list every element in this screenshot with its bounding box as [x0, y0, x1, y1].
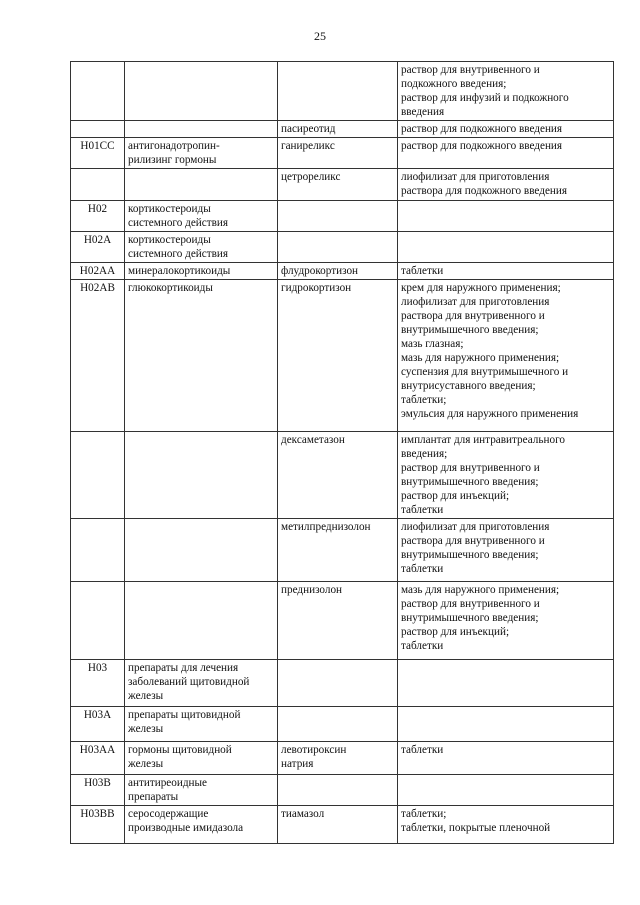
dosage-form-line: таблетки — [401, 265, 444, 277]
drug-name-line: тиамазол — [281, 808, 325, 820]
table-row — [71, 432, 614, 519]
dosage-form-line: таблетки, покрытые пленочной — [401, 822, 551, 834]
atc-code-cell — [71, 169, 125, 201]
dosage-form-line: раствор для инъекций; — [401, 490, 510, 502]
table-row — [71, 775, 614, 806]
group-line: кортикостероиды — [128, 234, 211, 246]
dosage-form-line: внутрисуставного введения; — [401, 380, 536, 392]
atc-code-cell: H03BB — [71, 806, 125, 844]
drug-name-cell — [278, 62, 398, 121]
dosage-forms-cell — [398, 232, 614, 263]
dosage-form-line: имплантат для интравитреального — [401, 434, 565, 446]
dosage-form-line: таблетки — [401, 504, 444, 516]
dosage-forms-cell — [398, 582, 614, 660]
dosage-forms-cell — [398, 432, 614, 519]
group-line: заболеваний щитовидной — [128, 676, 250, 688]
dosage-form-line: мазь для наружного применения; — [401, 352, 560, 364]
group-line: минералокортикоиды — [128, 265, 231, 277]
group-cell — [125, 660, 278, 707]
dosage-form-line: лиофилизат для приготовления — [401, 296, 550, 308]
group-line: антигонадотропин- — [128, 140, 220, 152]
drug-name-line: дексаметазон — [281, 434, 345, 446]
dosage-form-line: таблетки; — [401, 808, 447, 820]
group-line: железы — [128, 690, 164, 702]
dosage-form-line: раствор для подкожного введения — [401, 123, 563, 135]
group-cell — [125, 707, 278, 742]
drug-name-cell — [278, 660, 398, 707]
group-cell — [125, 138, 278, 169]
dosage-form-line: подкожного введения; — [401, 78, 507, 90]
drug-name-line: цетрореликс — [281, 171, 341, 183]
group-cell — [125, 121, 278, 138]
dosage-form-line: лиофилизат для приготовления — [401, 171, 550, 183]
atc-code-cell: H02 — [71, 201, 125, 232]
drug-name-cell — [278, 280, 398, 432]
dosage-form-line: раствора для внутривенного и — [401, 310, 545, 322]
drug-name-cell — [278, 121, 398, 138]
dosage-form-line: введения — [401, 106, 445, 118]
dosage-form-line: таблетки; — [401, 394, 447, 406]
dosage-form-line: крем для наружного применения; — [401, 282, 561, 294]
dosage-forms-cell — [398, 519, 614, 582]
atc-code-cell: H03A — [71, 707, 125, 742]
group-cell — [125, 169, 278, 201]
dosage-form-line: мазь для наружного применения; — [401, 584, 560, 596]
drug-name-line: левотироксин — [281, 744, 347, 756]
dosage-forms-cell — [398, 263, 614, 280]
group-line: системного действия — [128, 217, 229, 229]
atc-code-cell: H01CC — [71, 138, 125, 169]
group-line: препараты щитовидной — [128, 709, 241, 721]
group-line: системного действия — [128, 248, 229, 260]
drug-name-cell — [278, 169, 398, 201]
dosage-form-line: лиофилизат для приготовления — [401, 521, 550, 533]
group-cell — [125, 62, 278, 121]
atc-code-cell: H03AA — [71, 742, 125, 775]
table-row — [71, 742, 614, 775]
table-row — [71, 62, 614, 121]
table-row — [71, 280, 614, 432]
dosage-form-line: раствор для инъекций; — [401, 626, 510, 638]
table-row — [71, 582, 614, 660]
table-row — [71, 169, 614, 201]
dosage-form-line: внутримышечного введения; — [401, 549, 539, 561]
drug-name-line: преднизолон — [281, 584, 343, 596]
drug-name-line: ганиреликс — [281, 140, 335, 152]
dosage-forms-cell — [398, 121, 614, 138]
atc-code-cell — [71, 62, 125, 121]
dosage-form-line: введения; — [401, 448, 448, 460]
drug-name-line: гидрокортизон — [281, 282, 352, 294]
drug-name-cell — [278, 582, 398, 660]
dosage-form-line: внутримышечного введения; — [401, 324, 539, 336]
dosage-forms-cell — [398, 201, 614, 232]
atc-code-cell: H02AA — [71, 263, 125, 280]
group-line: препараты для лечения — [128, 662, 239, 674]
group-cell — [125, 806, 278, 844]
drug-name-line: натрия — [281, 758, 314, 770]
group-cell — [125, 280, 278, 432]
dosage-forms-cell — [398, 707, 614, 742]
drug-name-cell — [278, 519, 398, 582]
dosage-form-line: эмульсия для наружного применения — [401, 408, 579, 420]
group-line: рилизинг гормоны — [128, 154, 217, 166]
dosage-form-line: внутримышечного введения; — [401, 476, 539, 488]
group-cell — [125, 775, 278, 806]
dosage-form-line: раствор для подкожного введения — [401, 140, 563, 152]
group-line: препараты — [128, 791, 179, 803]
group-cell — [125, 263, 278, 280]
atc-code-cell — [71, 121, 125, 138]
group-cell — [125, 201, 278, 232]
atc-code-cell — [71, 582, 125, 660]
drug-name-line: флудрокортизон — [281, 265, 359, 277]
group-line: глюкокортикоиды — [128, 282, 213, 294]
group-line: кортикостероиды — [128, 203, 211, 215]
group-cell — [125, 582, 278, 660]
table-row — [71, 519, 614, 582]
table-row — [71, 138, 614, 169]
drug-name-cell — [278, 775, 398, 806]
table-row — [71, 201, 614, 232]
atc-code-cell — [71, 432, 125, 519]
drug-table — [70, 61, 614, 844]
dosage-form-line: раствора для подкожного введения — [401, 185, 568, 197]
group-line: железы — [128, 758, 164, 770]
dosage-form-line: мазь глазная; — [401, 338, 464, 350]
dosage-forms-cell — [398, 169, 614, 201]
dosage-form-line: таблетки — [401, 640, 444, 652]
group-cell — [125, 432, 278, 519]
table-row — [71, 121, 614, 138]
group-line: железы — [128, 723, 164, 735]
dosage-form-line: таблетки — [401, 563, 444, 575]
dosage-form-line: раствора для внутривенного и — [401, 535, 545, 547]
dosage-forms-cell — [398, 775, 614, 806]
group-line: гормоны щитовидной — [128, 744, 232, 756]
group-line: производные имидазола — [128, 822, 244, 834]
dosage-forms-cell — [398, 138, 614, 169]
drug-name-cell — [278, 263, 398, 280]
dosage-forms-cell — [398, 742, 614, 775]
page-number: 25 — [314, 29, 326, 43]
atc-code-cell: H03 — [71, 660, 125, 707]
drug-name-cell — [278, 232, 398, 263]
dosage-form-line: внутримышечного введения; — [401, 612, 539, 624]
table-row — [71, 806, 614, 844]
drug-name-cell — [278, 432, 398, 519]
drug-name-cell — [278, 742, 398, 775]
atc-code-cell: H02AB — [71, 280, 125, 432]
table-row — [71, 263, 614, 280]
table-row — [71, 707, 614, 742]
drug-name-cell — [278, 201, 398, 232]
dosage-forms-cell — [398, 806, 614, 844]
atc-code-cell: H03B — [71, 775, 125, 806]
atc-code-cell — [71, 519, 125, 582]
dosage-form-line: раствор для внутривенного и — [401, 462, 540, 474]
drug-name-line: метилпреднизолон — [281, 521, 371, 533]
dosage-form-line: суспензия для внутримышечного и — [401, 366, 569, 378]
dosage-form-line: таблетки — [401, 744, 444, 756]
group-cell — [125, 519, 278, 582]
dosage-form-line: раствор для внутривенного и — [401, 64, 540, 76]
atc-code-cell: H02A — [71, 232, 125, 263]
dosage-forms-cell — [398, 280, 614, 432]
dosage-forms-cell — [398, 660, 614, 707]
group-cell — [125, 742, 278, 775]
group-line: серосодержащие — [128, 808, 209, 820]
drug-name-cell — [278, 707, 398, 742]
dosage-forms-cell — [398, 62, 614, 121]
dosage-form-line: раствор для инфузий и подкожного — [401, 92, 569, 104]
drug-name-cell — [278, 806, 398, 844]
group-line: антитиреоидные — [128, 777, 208, 789]
table-row — [71, 660, 614, 707]
drug-name-line: пасиреотид — [281, 123, 336, 135]
drug-name-cell — [278, 138, 398, 169]
dosage-form-line: раствор для внутривенного и — [401, 598, 540, 610]
group-cell — [125, 232, 278, 263]
table-row — [71, 232, 614, 263]
